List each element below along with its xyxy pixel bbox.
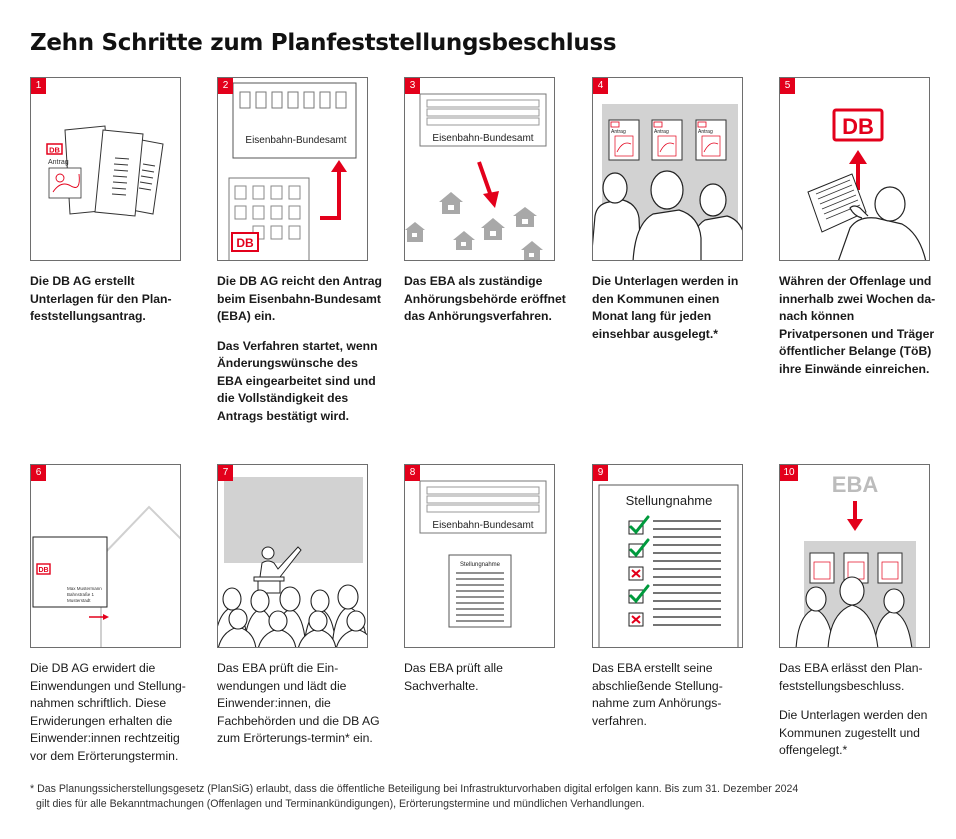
svg-text:Max Mustermann: Max Mustermann [67, 586, 102, 591]
projection-screen [224, 477, 363, 563]
step-9-frame [592, 464, 743, 648]
step-2-number: 2 [218, 78, 233, 94]
svg-text:Eisenbahn-Bundesamt: Eisenbahn-Bundesamt [432, 133, 534, 144]
step-10-number: 10 [780, 465, 798, 481]
step-5-number: 5 [780, 78, 795, 94]
house-outline-icon [101, 507, 181, 648]
step-2-caption: Die DB AG reicht den Antrag beim Eisenbahn-Bundesamt (EBA) ein. Das Verfahren startet, wenn Änderungswünsche des EBA eingearbeitet sind und die Vollständigkeit des Antrags bestätigt wird. [217, 274, 383, 423]
svg-text:Stellungnahme: Stellungnahme [459, 562, 501, 568]
step-9-number: 9 [593, 465, 608, 481]
step-6-number: 6 [31, 465, 46, 481]
step-5-caption: Währen der Offenlage und innerhalb zwei Wochen da-nach können Privatpersonen und Träger öffentlicher Belange (TöB) ihre Einwände einreichen. [779, 274, 936, 376]
arrow-up-icon [320, 170, 339, 218]
svg-text:DB: DB [842, 114, 874, 139]
final-decision-illustration [780, 465, 930, 648]
svg-text:Musterstadt: Musterstadt [67, 598, 91, 603]
step-8-caption: Das EBA prüft alle Sachverhalte. [404, 661, 503, 693]
audience-icon [218, 585, 368, 648]
step-3-frame [404, 77, 555, 261]
footnote-line-1: * Das Planungssicherstellungsgesetz (PlanSiG) erlaubt, dass die öffentliche Beteiligung bei Infrastrukturvorhaben digital erfolgen kann. Bis zum 31. Dezember 2024 [30, 783, 799, 795]
arrow-down-icon [479, 162, 491, 196]
svg-text:Antrag: Antrag [698, 129, 713, 135]
step-4-caption: Die Unterlagen werden in den Kommunen einen Monat lang für jeden einsehbar ausgelegt.* [592, 274, 739, 341]
eba-review-illustration [405, 465, 555, 648]
eba-to-municipalities-illustration [405, 78, 555, 261]
svg-text:DB: DB [38, 567, 49, 574]
objections-submitted-illustration [780, 78, 930, 261]
submit-to-eba-illustration [218, 78, 368, 261]
step-3-caption: Das EBA als zuständige Anhörungsbehörde eröffnet das Anhörungsverfahren. [404, 274, 566, 323]
step-8-number: 8 [405, 465, 420, 481]
step-3-number: 3 [405, 78, 420, 94]
step-6-caption: Die DB AG erwidert die Einwendungen und Stellung-nahmen schriftlich. Diese Erwiderungen erhalten die Einwender:innen rechtzeitig vor dem Erörterungstermin. [30, 661, 186, 763]
step-7-frame [217, 464, 368, 648]
svg-text:Antrag: Antrag [611, 129, 626, 135]
step-5-frame [779, 77, 930, 261]
svg-text:Bahnstraße 1: Bahnstraße 1 [67, 592, 95, 597]
svg-text:EBA: EBA [831, 472, 879, 497]
step-7-number: 7 [218, 465, 233, 481]
page-title: Zehn Schritte zum Planfeststellungsbeschluss [30, 30, 617, 56]
svg-text:Stellungnahme: Stellungnahme [625, 493, 713, 508]
step-2-frame [217, 77, 368, 261]
antrag-documents-illustration [31, 78, 181, 261]
step-1-frame [30, 77, 181, 261]
step-4-number: 4 [593, 78, 608, 94]
svg-text:DB: DB [49, 145, 60, 155]
step-10-frame [779, 464, 930, 648]
step-4-frame [592, 77, 743, 261]
step-1-number: 1 [31, 78, 46, 94]
svg-text:Eisenbahn-Bundesamt: Eisenbahn-Bundesamt [245, 135, 347, 146]
footnote-line-2: gilt dies für alle Bekanntmachungen (Offenlagen und Terminankündigungen), Erörterungstermine und mündlichen Verhandlungen. [36, 798, 645, 810]
step-1-caption: Die DB AG erstellt Unterlagen für den Plan-feststellungsantrag. [30, 274, 172, 323]
footnote [30, 782, 930, 812]
houses-icon [405, 192, 543, 261]
svg-text:Eisenbahn-Bundesamt: Eisenbahn-Bundesamt [432, 520, 534, 531]
step-8-frame [404, 464, 555, 648]
step-9-caption: Das EBA erstellt seine abschließende Stellung-nahme zum Anhörungs-verfahren. [592, 661, 723, 728]
step-7-caption: Das EBA prüft die Ein-wendungen und lädt die Einwender:innen, die Fachbehörden und die DB AG zum Erörterungs-termin* ein. [217, 661, 380, 745]
svg-text:Antrag: Antrag [654, 129, 669, 135]
svg-text:DB: DB [236, 236, 254, 250]
db-letter-reply-illustration [31, 465, 181, 648]
statement-checklist-illustration [593, 465, 743, 648]
public-display-illustration [593, 78, 743, 261]
hearing-session-illustration [218, 465, 368, 648]
poster-board-icon [609, 120, 726, 160]
svg-text:Antrag: Antrag [48, 159, 69, 166]
step-10-caption: Das EBA erlässt den Plan-feststellungsbeschluss. Die Unterlagen werden den Kommunen zugestellt und offengelegt.* [779, 661, 928, 757]
step-6-frame [30, 464, 181, 648]
